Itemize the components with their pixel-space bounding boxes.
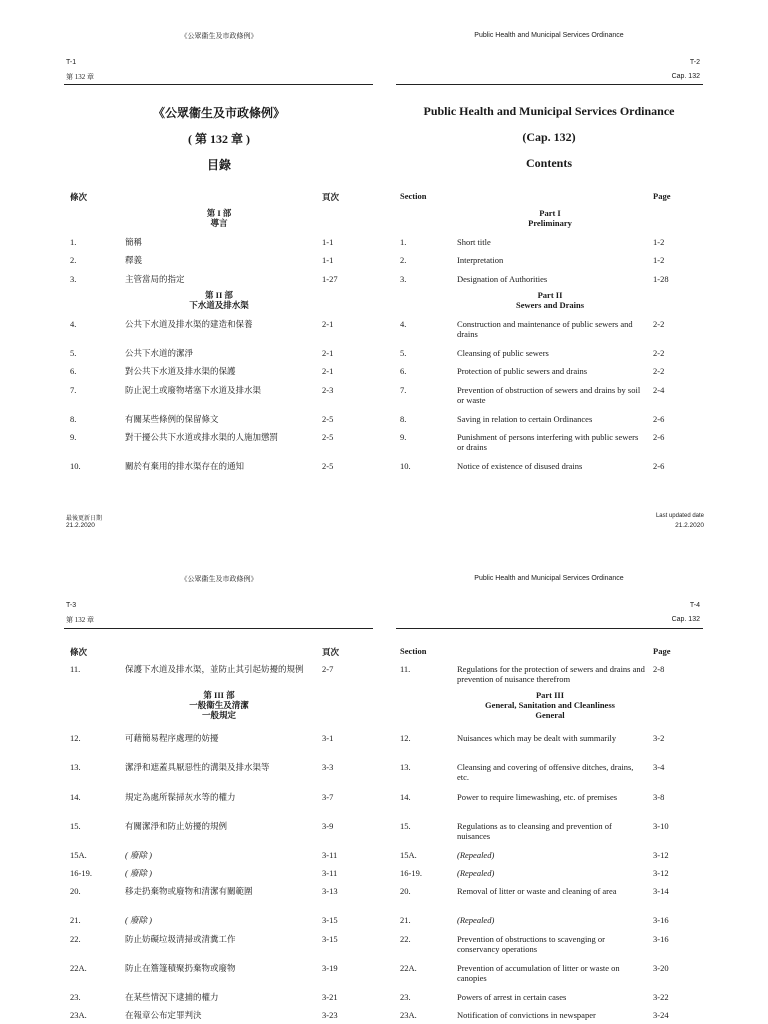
- page-ref: 3-12: [653, 868, 669, 878]
- toc-entry[interactable]: 主管當局的指定: [125, 274, 185, 284]
- toc-entry[interactable]: 防止在簷篷積聚扔棄物或廢物: [125, 963, 236, 973]
- toc-entry[interactable]: 公共下水道及排水渠的建造和保養: [125, 319, 253, 329]
- toc-entry[interactable]: Notification of convictions in newspaper: [457, 1010, 596, 1020]
- contents-heading: 目錄: [206, 158, 232, 172]
- section-number: 7.: [70, 385, 77, 395]
- toc-entry[interactable]: 釋義: [125, 255, 143, 265]
- toc-entry[interactable]: 在報章公布定罪判決: [125, 1010, 202, 1020]
- page-ref: 3-2: [653, 733, 665, 743]
- toc-entry[interactable]: 關於有棄用的排水渠存在的通知: [125, 461, 245, 471]
- page-ref: 3-15: [322, 934, 338, 944]
- page-ref: 2-2: [653, 348, 665, 358]
- page-ref: 2-2: [653, 366, 665, 376]
- section-number: 22.: [400, 934, 411, 944]
- page-ref: 3-20: [653, 963, 669, 973]
- toc-entry[interactable]: Cleansing and covering of offensive ditches, drains, etc.: [457, 762, 634, 782]
- toc-entry[interactable]: Punishment of persons interfering with public sewers or drains: [457, 432, 639, 452]
- toc-entry[interactable]: ( 廢除 ): [125, 915, 152, 925]
- page-ref: 3-13: [322, 886, 338, 896]
- col-section-header: Section: [400, 646, 427, 656]
- part-heading: 第 I 部 導言: [206, 208, 232, 228]
- page-id: T-1: [66, 59, 77, 66]
- toc-entry[interactable]: 對干擾公共下水道或排水渠的人施加懲罰: [125, 432, 279, 442]
- section-number: 6.: [400, 366, 407, 376]
- page-ref: 3-11: [322, 868, 338, 878]
- toc-entry[interactable]: 防止妨礙垃圾清掃或清糞工作: [125, 934, 236, 944]
- toc-entry[interactable]: Powers of arrest in certain cases: [457, 992, 567, 1002]
- page-ref: 2-4: [653, 385, 665, 395]
- toc-entry[interactable]: 對公共下水道及排水渠的保護: [125, 366, 236, 376]
- toc-entry[interactable]: 公共下水道的潔淨: [125, 348, 194, 358]
- page-ref: 1-28: [653, 274, 669, 284]
- page-ref: 3-11: [322, 850, 338, 860]
- running-title: 《公眾衞生及市政條例》: [180, 32, 258, 40]
- section-number: 21.: [70, 915, 81, 925]
- page-ref: 1-2: [653, 255, 665, 265]
- section-number: 3.: [400, 274, 407, 284]
- toc-entry[interactable]: (Repealed): [457, 868, 495, 878]
- section-number: 22A.: [400, 963, 417, 973]
- running-title: 《公眾衞生及市政條例》: [180, 575, 258, 583]
- section-number: 11.: [400, 664, 411, 674]
- col-section-header: Section: [400, 191, 427, 201]
- section-number: 3.: [70, 274, 77, 284]
- page-id: T-2: [689, 59, 700, 66]
- page-ref: 3-14: [653, 886, 669, 896]
- toc-entry[interactable]: (Repealed): [457, 915, 495, 925]
- header-rule: [396, 628, 703, 629]
- toc-entry[interactable]: Short title: [457, 237, 491, 247]
- section-number: 21.: [400, 915, 411, 925]
- footer-label: 最後更新日期: [66, 516, 103, 522]
- col-section-header: 條次: [70, 647, 88, 657]
- section-number: 13.: [400, 762, 411, 772]
- section-number: 15A.: [400, 850, 417, 860]
- cap-number: 第 132 章: [66, 73, 94, 81]
- section-number: 20.: [70, 886, 81, 896]
- part-heading: Part III General, Sanitation and Cleanliness General: [485, 690, 615, 720]
- page-ref: 3-22: [653, 992, 669, 1002]
- col-page-header: Page: [653, 646, 671, 656]
- contents-heading: Contents: [525, 156, 573, 170]
- toc-entry[interactable]: 有關潔淨和防止妨擾的規例: [125, 821, 228, 831]
- page-ref: 2-6: [653, 461, 665, 471]
- page-ref: 3-10: [653, 821, 669, 831]
- toc-entry[interactable]: 可藉簡易程序處理的妨擾: [125, 733, 219, 743]
- toc-entry[interactable]: ( 廢除 ): [125, 850, 152, 860]
- doc-title: 《公眾衞生及市政條例》: [152, 106, 286, 120]
- toc-entry[interactable]: 潔淨和遮蓋具厭惡性的溝渠及排水渠等: [125, 762, 270, 772]
- header-rule: [396, 84, 703, 85]
- toc-entry[interactable]: Prevention of accumulation of litter or waste on canopies: [457, 963, 620, 983]
- section-number: 1.: [70, 237, 77, 247]
- page-ref: 2-5: [322, 432, 334, 442]
- page-ref: 2-3: [322, 385, 334, 395]
- page-id: T-4: [689, 602, 700, 609]
- col-page-header: 頁次: [322, 647, 340, 657]
- toc-entry[interactable]: 在某些情況下逮捕的權力: [125, 992, 219, 1002]
- toc-entry[interactable]: 移走扔棄物或廢物和清潔有關範圍: [125, 886, 253, 896]
- col-page-header: Page: [653, 191, 671, 201]
- page-ref: 3-7: [322, 792, 334, 802]
- part-heading: Part I Preliminary: [528, 208, 572, 228]
- footer-label: Last updated date: [655, 513, 704, 519]
- header-rule: [64, 84, 373, 85]
- doc-title: Public Health and Municipal Services Ordinance: [423, 104, 675, 118]
- part-heading: 第 II 部 下水道及排水渠: [189, 290, 249, 310]
- page-ref: 3-16: [653, 934, 669, 944]
- header-rule: [64, 628, 373, 629]
- page-ref: 3-8: [653, 792, 665, 802]
- section-number: 4.: [70, 319, 77, 329]
- section-number: 5.: [70, 348, 77, 358]
- section-number: 2.: [400, 255, 407, 265]
- section-number: 10.: [400, 461, 411, 471]
- section-number: 23A.: [70, 1010, 87, 1020]
- section-number: 10.: [70, 461, 81, 471]
- running-title: Public Health and Municipal Services Ordinance: [474, 32, 624, 39]
- toc-entry[interactable]: Designation of Authorities: [457, 274, 548, 284]
- section-number: 12.: [70, 733, 81, 743]
- page-ref: 2-7: [322, 664, 334, 674]
- toc-entry[interactable]: 簡稱: [125, 237, 143, 247]
- doc-subtitle: ( 第 132 章 ): [188, 132, 250, 146]
- cap-number: 第 132 章: [66, 616, 94, 624]
- section-number: 15A.: [70, 850, 87, 860]
- toc-entry[interactable]: Notice of existence of disused drains: [457, 461, 583, 471]
- section-number: 22A.: [70, 963, 87, 973]
- page-ref: 2-6: [653, 414, 665, 424]
- page-ref: 1-27: [322, 274, 338, 284]
- cap-number: Cap. 132: [671, 73, 700, 80]
- section-number: 4.: [400, 319, 407, 329]
- section-number: 16-19.: [400, 868, 422, 878]
- footer-date: 21.2.2020: [675, 522, 704, 529]
- section-number: 8.: [400, 414, 407, 424]
- toc-entry[interactable]: Power to require limewashing, etc. of premises: [457, 792, 618, 802]
- page-ref: 3-16: [653, 915, 669, 925]
- toc-entry[interactable]: 有關某些條例的保留條文: [125, 414, 219, 424]
- part-heading: Part II Sewers and Drains: [515, 290, 585, 310]
- page-ref: 2-5: [322, 461, 334, 471]
- section-number: 12.: [400, 733, 411, 743]
- footer-date: 21.2.2020: [66, 522, 95, 529]
- section-number: 14.: [70, 792, 81, 802]
- section-number: 11.: [70, 664, 81, 674]
- cap-number: Cap. 132: [671, 616, 700, 623]
- section-number: 14.: [400, 792, 411, 802]
- section-number: 9.: [400, 432, 407, 442]
- col-section-header: 條次: [70, 192, 88, 202]
- page-ref: 2-6: [653, 432, 665, 442]
- section-number: 7.: [400, 385, 407, 395]
- page-ref: 3-9: [322, 821, 334, 831]
- section-number: 1.: [400, 237, 407, 247]
- toc-entry[interactable]: ( 廢除 ): [125, 868, 152, 878]
- section-number: 16-19.: [70, 868, 92, 878]
- toc-entry[interactable]: Construction and maintenance of public sewers and drains: [457, 319, 633, 339]
- page-ref: 1-1: [322, 237, 334, 247]
- toc-entry[interactable]: Regulations as to cleansing and prevention of nuisances: [457, 821, 612, 841]
- toc-entry[interactable]: (Repealed): [457, 850, 495, 860]
- page-ref: 2-5: [322, 414, 334, 424]
- section-number: 6.: [70, 366, 77, 376]
- toc-entry[interactable]: Nuisances which may be dealt with summarily: [457, 733, 617, 743]
- toc-entry[interactable]: 防止泥土或廢物堵塞下水道及排水渠: [125, 385, 262, 395]
- page-ref: 1-2: [653, 237, 665, 247]
- section-number: 23A.: [400, 1010, 417, 1020]
- page-ref: 3-15: [322, 915, 338, 925]
- section-number: 5.: [400, 348, 407, 358]
- page-ref: 3-3: [322, 762, 334, 772]
- running-title: Public Health and Municipal Services Ordinance: [474, 575, 624, 582]
- section-number: 15.: [400, 821, 411, 831]
- doc-subtitle: (Cap. 132): [522, 130, 576, 144]
- page-ref: 3-23: [322, 1010, 338, 1020]
- section-number: 2.: [70, 255, 77, 265]
- section-number: 23.: [400, 992, 411, 1002]
- toc-entry[interactable]: Prevention of obstructions to scavenging or conservancy operations: [457, 934, 606, 954]
- page-id: T-3: [66, 602, 77, 609]
- section-number: 15.: [70, 821, 81, 831]
- page-ref: 3-19: [322, 963, 338, 973]
- section-number: 23.: [70, 992, 81, 1002]
- page-ref: 3-21: [322, 992, 338, 1002]
- toc-entry[interactable]: Protection of public sewers and drains: [457, 366, 588, 376]
- page-ref: 3-1: [322, 733, 334, 743]
- toc-entry[interactable]: Saving in relation to certain Ordinances: [457, 414, 593, 424]
- toc-entry[interactable]: 保護下水道及排水渠，並防止其引起妨擾的規例: [125, 664, 304, 674]
- part-heading: 第 III 部 一般衞生及清潔 一般規定: [189, 690, 249, 720]
- page-ref: 2-2: [653, 319, 665, 329]
- page-ref: 2-1: [322, 319, 334, 329]
- page-ref: 3-12: [653, 850, 669, 860]
- section-number: 9.: [70, 432, 77, 442]
- toc-entry[interactable]: Prevention of obstruction of sewers and drains by soil or waste: [457, 385, 641, 405]
- page-ref: 2-1: [322, 366, 334, 376]
- page-ref: 3-24: [653, 1010, 669, 1020]
- page-ref: 3-4: [653, 762, 665, 772]
- toc-entry[interactable]: Interpretation: [457, 255, 504, 265]
- toc-entry[interactable]: Regulations for the protection of sewers and drains and prevention of nuisance therefrom: [457, 664, 645, 684]
- toc-entry[interactable]: Cleansing of public sewers: [457, 348, 549, 358]
- page-ref: 2-1: [322, 348, 334, 358]
- col-page-header: 頁次: [322, 192, 340, 202]
- section-number: 8.: [70, 414, 77, 424]
- section-number: 13.: [70, 762, 81, 772]
- page-ref: 2-8: [653, 664, 665, 674]
- page-ref: 1-1: [322, 255, 334, 265]
- section-number: 20.: [400, 886, 411, 896]
- section-number: 22.: [70, 934, 81, 944]
- toc-entry[interactable]: Removal of litter or waste and cleaning of area: [457, 886, 617, 896]
- toc-entry[interactable]: 規定為處所髹掃灰水等的權力: [125, 792, 236, 802]
